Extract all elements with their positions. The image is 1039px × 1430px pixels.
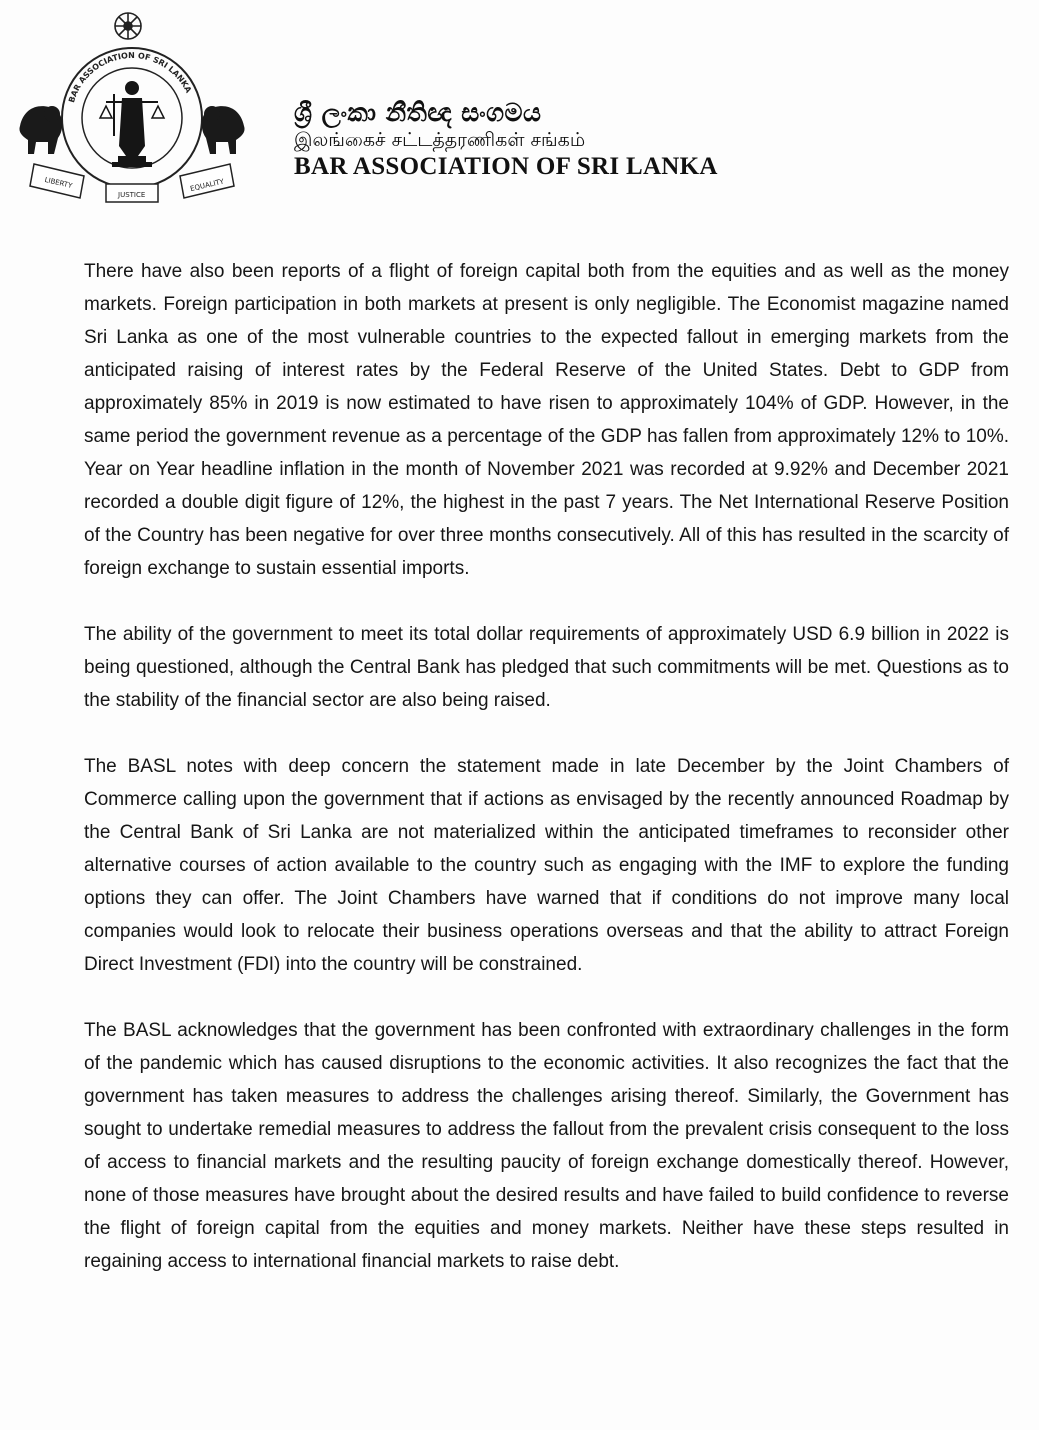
organization-names bbox=[294, 98, 774, 182]
paragraph: The BASL acknowledges that the government has been confronted with extraordinary challenges in the form of the pandemic which has caused disruptions to the economic activities. It also recognizes the fact that the government has taken measures to address the challenges arising thereof. Similarly, the Government has sought to undertake remedial measures to address the fallout from the prevalent crisis consequent to the loss of access to financial markets and the resulting paucity of foreign exchange domestically thereof. However, none of those measures have brought about the desired results and have failed to build confidence to reverse the flight of foreign capital from the equities and money markets. Neither have these steps resulted in regaining access to international financial markets to raise debt. bbox=[84, 1020, 1009, 1272]
letterhead bbox=[14, 6, 774, 206]
paragraph: The ability of the government to meet its total dollar requirements of approximately USD 6.9 billion in 2022 is being questioned, although the Central Bank has pledged that such commitments will be met. Questions as to the stability of the financial sector are also being raised. bbox=[84, 624, 1009, 711]
org-name-tamil: இலங்கைச் சட்டத்தரணிகள் சங்கம் bbox=[294, 129, 586, 151]
org-name-english: BAR ASSOCIATION OF SRI LANKA bbox=[294, 153, 718, 180]
svg-text:BAR ASSOCIATION OF SRI LANKA bbox=[67, 51, 193, 104]
paragraph: The BASL notes with deep concern the statement made in late December by the Joint Chambers of Commerce calling upon the government that if actions as envisaged by the recently announced Roadmap by the Central Bank of Sri Lanka are not materialized within the anticipated timeframes to reconsider other alternative courses of action available to the country such as engaging with the IMF to explore the funding options they can offer. The Joint Chambers have warned that if conditions do not improve many local companies would look to relocate their business operations overseas and that the ability to attract Foreign Direct Investment (FDI) into the country will be constrained. bbox=[84, 756, 1009, 975]
statement-body bbox=[84, 255, 1009, 1311]
seal-ring-text: BAR ASSOCIATION OF SRI LANKA bbox=[67, 50, 194, 104]
org-name-sinhala: ශ්‍රී ලංකා නීතිඥ සංගමය bbox=[294, 98, 542, 127]
lion-right-icon bbox=[202, 106, 245, 154]
ribbon-liberty-label: LIBERTY bbox=[43, 175, 73, 191]
ribbon-justice-label: JUSTICE bbox=[118, 191, 146, 199]
lady-justice-icon bbox=[100, 81, 164, 167]
paragraph: There have also been reports of a flight of foreign capital both from the equities and as well as the money markets. Foreign participation in both markets at present is only negligible. The Economist magazine named Sri Lanka as one of the most vulnerable countries to the expected fallout in emerging markets from the anticipated raising of interest rates by the Federal Reserve of the United States. Debt to GDP from approximately 85% in 2019 is now estimated to have risen to approximately 104% of GDP. However, in the same period the government revenue as a percentage of the GDP has fallen from approximately 12% to 10%. Year on Year headline inflation in the month of November 2021 was recorded at 9.92% and December 2021 recorded a double digit figure of 12%, the highest in the past 7 years. The Net International Reserve Position of the Country has been negative for over three months consecutively. All of this has resulted in the scarcity of foreign exchange to sustain essential imports. bbox=[84, 261, 1009, 579]
ribbon-equality-label: EQUALITY bbox=[189, 177, 225, 194]
dharma-wheel-icon bbox=[115, 13, 141, 39]
lion-left-icon bbox=[19, 106, 62, 154]
bar-association-seal bbox=[14, 6, 264, 206]
